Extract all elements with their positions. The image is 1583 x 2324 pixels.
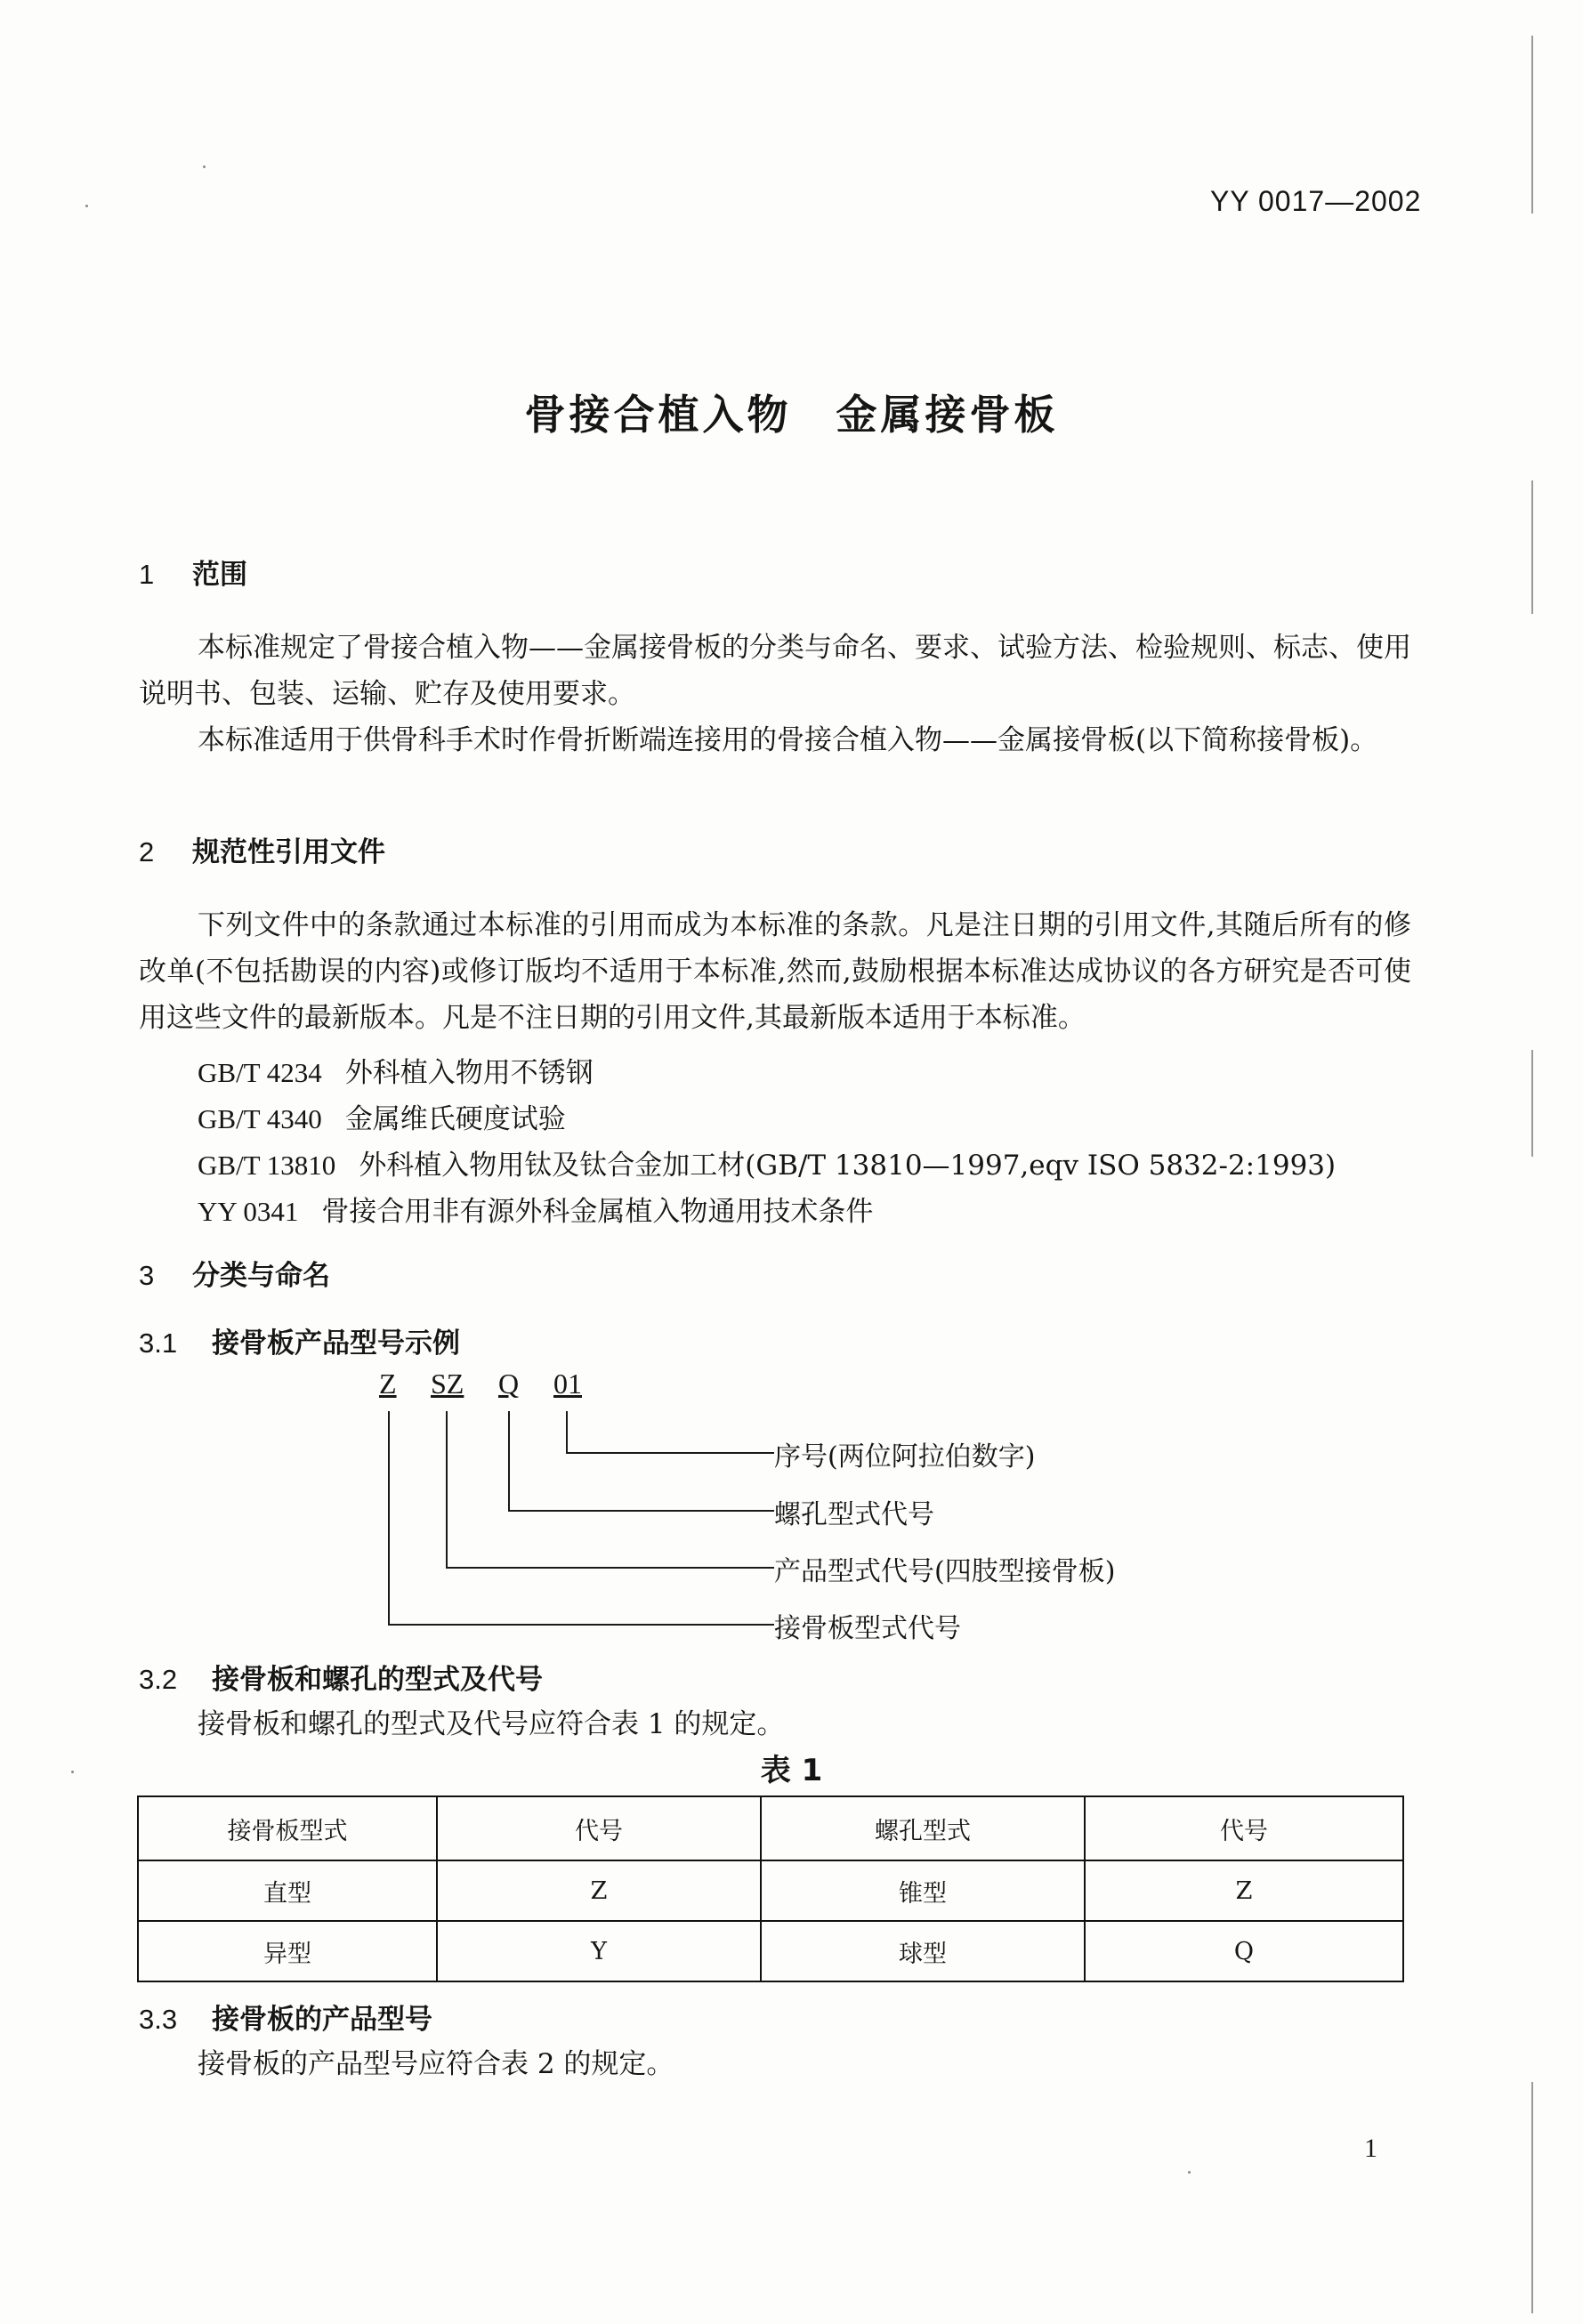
section-title: 接骨板产品型号示例 xyxy=(212,1327,460,1360)
section-number: 3.3 xyxy=(139,2004,178,2035)
section-number: 1 xyxy=(139,559,155,590)
table-header-cell: 代号 xyxy=(437,1796,761,1860)
section-title: 规范性引用文件 xyxy=(192,836,385,868)
section-title: 范围 xyxy=(192,559,247,591)
scan-edge-mark xyxy=(1531,1050,1533,1157)
table-row xyxy=(138,1860,1403,1921)
reference-code: GB/T 13810 xyxy=(198,1150,336,1181)
section-title: 接骨板和螺孔的型式及代号 xyxy=(212,1664,543,1696)
scan-speck xyxy=(71,1771,74,1773)
section-title: 接骨板的产品型号 xyxy=(212,2004,432,2036)
table-header-cell: 接骨板型式 xyxy=(138,1796,437,1860)
table-cell: 球型 xyxy=(761,1921,1085,1981)
section-3-3-paragraph: 接骨板的产品型号应符合表 2 的规定。 xyxy=(198,2048,674,2080)
label-product-type: 产品型式代号(四肢型接骨板) xyxy=(774,1556,1116,1587)
reference-title: 外科植入物用钛及钛合金加工材(GB/T 13810—1997,eqv ISO 5832-2:1993) xyxy=(359,1150,1337,1182)
section-title: 分类与命名 xyxy=(192,1260,330,1292)
scan-speck xyxy=(85,205,88,207)
scan-edge-mark xyxy=(1531,2082,1533,2313)
table-cell: Y xyxy=(437,1921,761,1981)
table-cell: 直型 xyxy=(138,1860,437,1921)
section-number: 2 xyxy=(139,836,155,867)
leader-line-serial xyxy=(567,1411,774,1453)
table-cell: Z xyxy=(1085,1860,1403,1921)
document-title: 骨接合植入物 金属接骨板 xyxy=(524,391,1059,439)
code-serial: 01 xyxy=(553,1368,582,1400)
reference-title: 金属维氏硬度试验 xyxy=(344,1103,566,1135)
section-1-paragraph-2: 本标准适用于供骨科手术时作骨折断端连接用的骨接合植入物——金属接骨板(以下简称接骨板)。 xyxy=(198,724,1378,756)
section-number: 3.1 xyxy=(139,1327,178,1359)
section-2-paragraph-1: 下列文件中的条款通过本标准的引用而成为本标准的条款。凡是注日期的引用文件,其随后所有的修改单(不包括勘误的内容)或修订版均不适用于本标准,然而,鼓励根据本标准达成协议的各方研究是否可使用这些文件的最新版本。凡是不注日期的引用文件,其最新版本适用于本标准。 xyxy=(139,909,1411,1034)
scan-edge-mark xyxy=(1531,480,1533,614)
code-hole-type: Q xyxy=(498,1368,520,1400)
table-cell: 锥型 xyxy=(761,1860,1085,1921)
label-serial: 序号(两位阿拉伯数字) xyxy=(774,1441,1036,1473)
table-cell: Q xyxy=(1085,1921,1403,1981)
code-product-type: SZ xyxy=(431,1368,464,1400)
scan-edge-mark xyxy=(1531,36,1533,214)
section-3-2-heading xyxy=(139,1657,543,1697)
section-number: 3.2 xyxy=(139,1664,178,1695)
reference-code: GB/T 4234 xyxy=(198,1057,322,1088)
scan-speck xyxy=(203,165,206,168)
table-row xyxy=(138,1921,1403,1981)
table-1-caption: 表 1 xyxy=(760,1753,823,1788)
section-3-3-heading xyxy=(139,1997,432,2037)
table-1 xyxy=(137,1795,1404,1982)
scan-speck xyxy=(1188,2171,1191,2174)
reference-title: 骨接合用非有源外科金属植入物通用技术条件 xyxy=(321,1196,874,1228)
standard-number: YY 0017—2002 xyxy=(1210,185,1422,217)
section-number: 3 xyxy=(139,1260,155,1291)
leader-line-hole-type xyxy=(509,1411,774,1511)
reference-code: GB/T 4340 xyxy=(198,1103,322,1134)
section-3-2-paragraph: 接骨板和螺孔的型式及代号应符合表 1 的规定。 xyxy=(198,1708,785,1740)
table-header-cell: 代号 xyxy=(1085,1796,1403,1860)
reference-title: 外科植入物用不锈钢 xyxy=(344,1057,594,1089)
table-cell: Z xyxy=(437,1860,761,1921)
page-number: 1 xyxy=(1364,2134,1377,2163)
label-plate-type: 接骨板型式代号 xyxy=(774,1613,961,1644)
label-hole-type: 螺孔型式代号 xyxy=(774,1499,934,1530)
reference-code: YY 0341 xyxy=(198,1196,299,1227)
table-header-cell: 螺孔型式 xyxy=(761,1796,1085,1860)
leader-line-product-type xyxy=(447,1411,774,1568)
table-header-row xyxy=(138,1796,1403,1860)
table-cell: 异型 xyxy=(138,1921,437,1981)
code-plate-type: Z xyxy=(379,1368,397,1400)
section-1-paragraph-1: 本标准规定了骨接合植入物——金属接骨板的分类与命名、要求、试验方法、检验规则、标志、使用说明书、包装、运输、贮存及使用要求。 xyxy=(139,632,1411,710)
